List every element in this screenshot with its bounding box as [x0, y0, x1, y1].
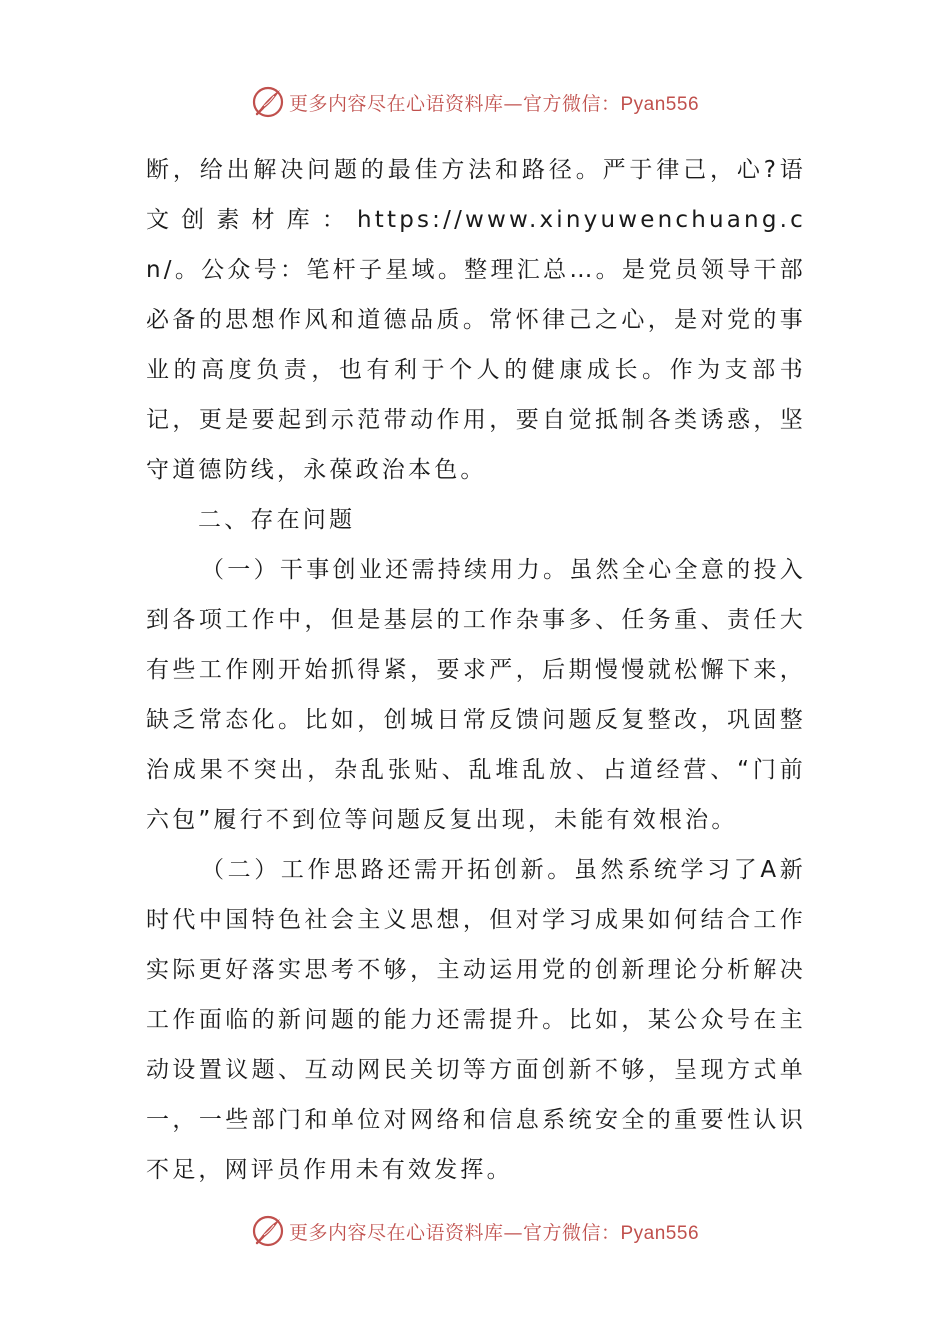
quill-pen-logo-icon	[251, 85, 285, 119]
footer-banner-account: Pyan556	[620, 1222, 700, 1244]
document-body	[146, 145, 806, 1195]
header-banner-official-label: 官方微信：	[522, 92, 621, 115]
header-banner-lead: 更多内容尽在心语资料库	[288, 92, 504, 115]
header-banner-dash: —	[503, 92, 523, 115]
footer-banner	[0, 1211, 950, 1251]
header-banner-text	[289, 89, 699, 116]
paragraph-problem-2: （二）工作思路还需开拓创新。虽然系统学习了A新时代中国特色社会主义思想，但对学习成果如何结合工作实际更好落实思考不够，主动运用党的创新理论分析解决工作面临的新问题的能力还需提升。比如，某公众号在主动设置议题、互动网民关切等方面创新不够，呈现方式单一，一些部门和单位对网络和信息系统安全的重要性认识不足，网评员作用未有效发挥。	[146, 857, 806, 1183]
paragraph-problem-1: （一）干事创业还需持续用力。虽然全心全意的投入到各项工作中，但是基层的工作杂事多、任务重、责任大有些工作刚开始抓得紧，要求严，后期慢慢就松懈下来，缺乏常态化。比如，创城日常反馈问题反复整改，巩固整治成果不突出，杂乱张贴、乱堆乱放、占道经营、“门前六包”履行不到位等问题反复出现，未能有效根治。	[146, 557, 806, 833]
paragraph-continuation: 断，给出解决问题的最佳方法和路径。严于律己，心?语文创素材库：https://www.xinyuwenchuang.cn/。公众号：笔杆子星域。整理汇总…。是党员领导干部必备的思想作风和道德品质。常怀律己之心，是对党的事业的高度负责，也有利于个人的健康成长。作为支部书记，更是要起到示范带动作用，要自觉抵制各类诱惑，坚守道德防线，永葆政治本色。	[146, 157, 806, 483]
footer-banner-text	[289, 1218, 699, 1245]
footer-banner-official-label: 官方微信：	[522, 1221, 621, 1244]
footer-banner-lead: 更多内容尽在心语资料库	[288, 1221, 504, 1244]
header-banner	[0, 82, 950, 122]
quill-pen-logo-icon	[251, 1214, 285, 1248]
section-heading-problems: 二、存在问题	[198, 507, 356, 533]
header-banner-account: Pyan556	[620, 93, 700, 115]
footer-banner-dash: —	[503, 1221, 523, 1244]
